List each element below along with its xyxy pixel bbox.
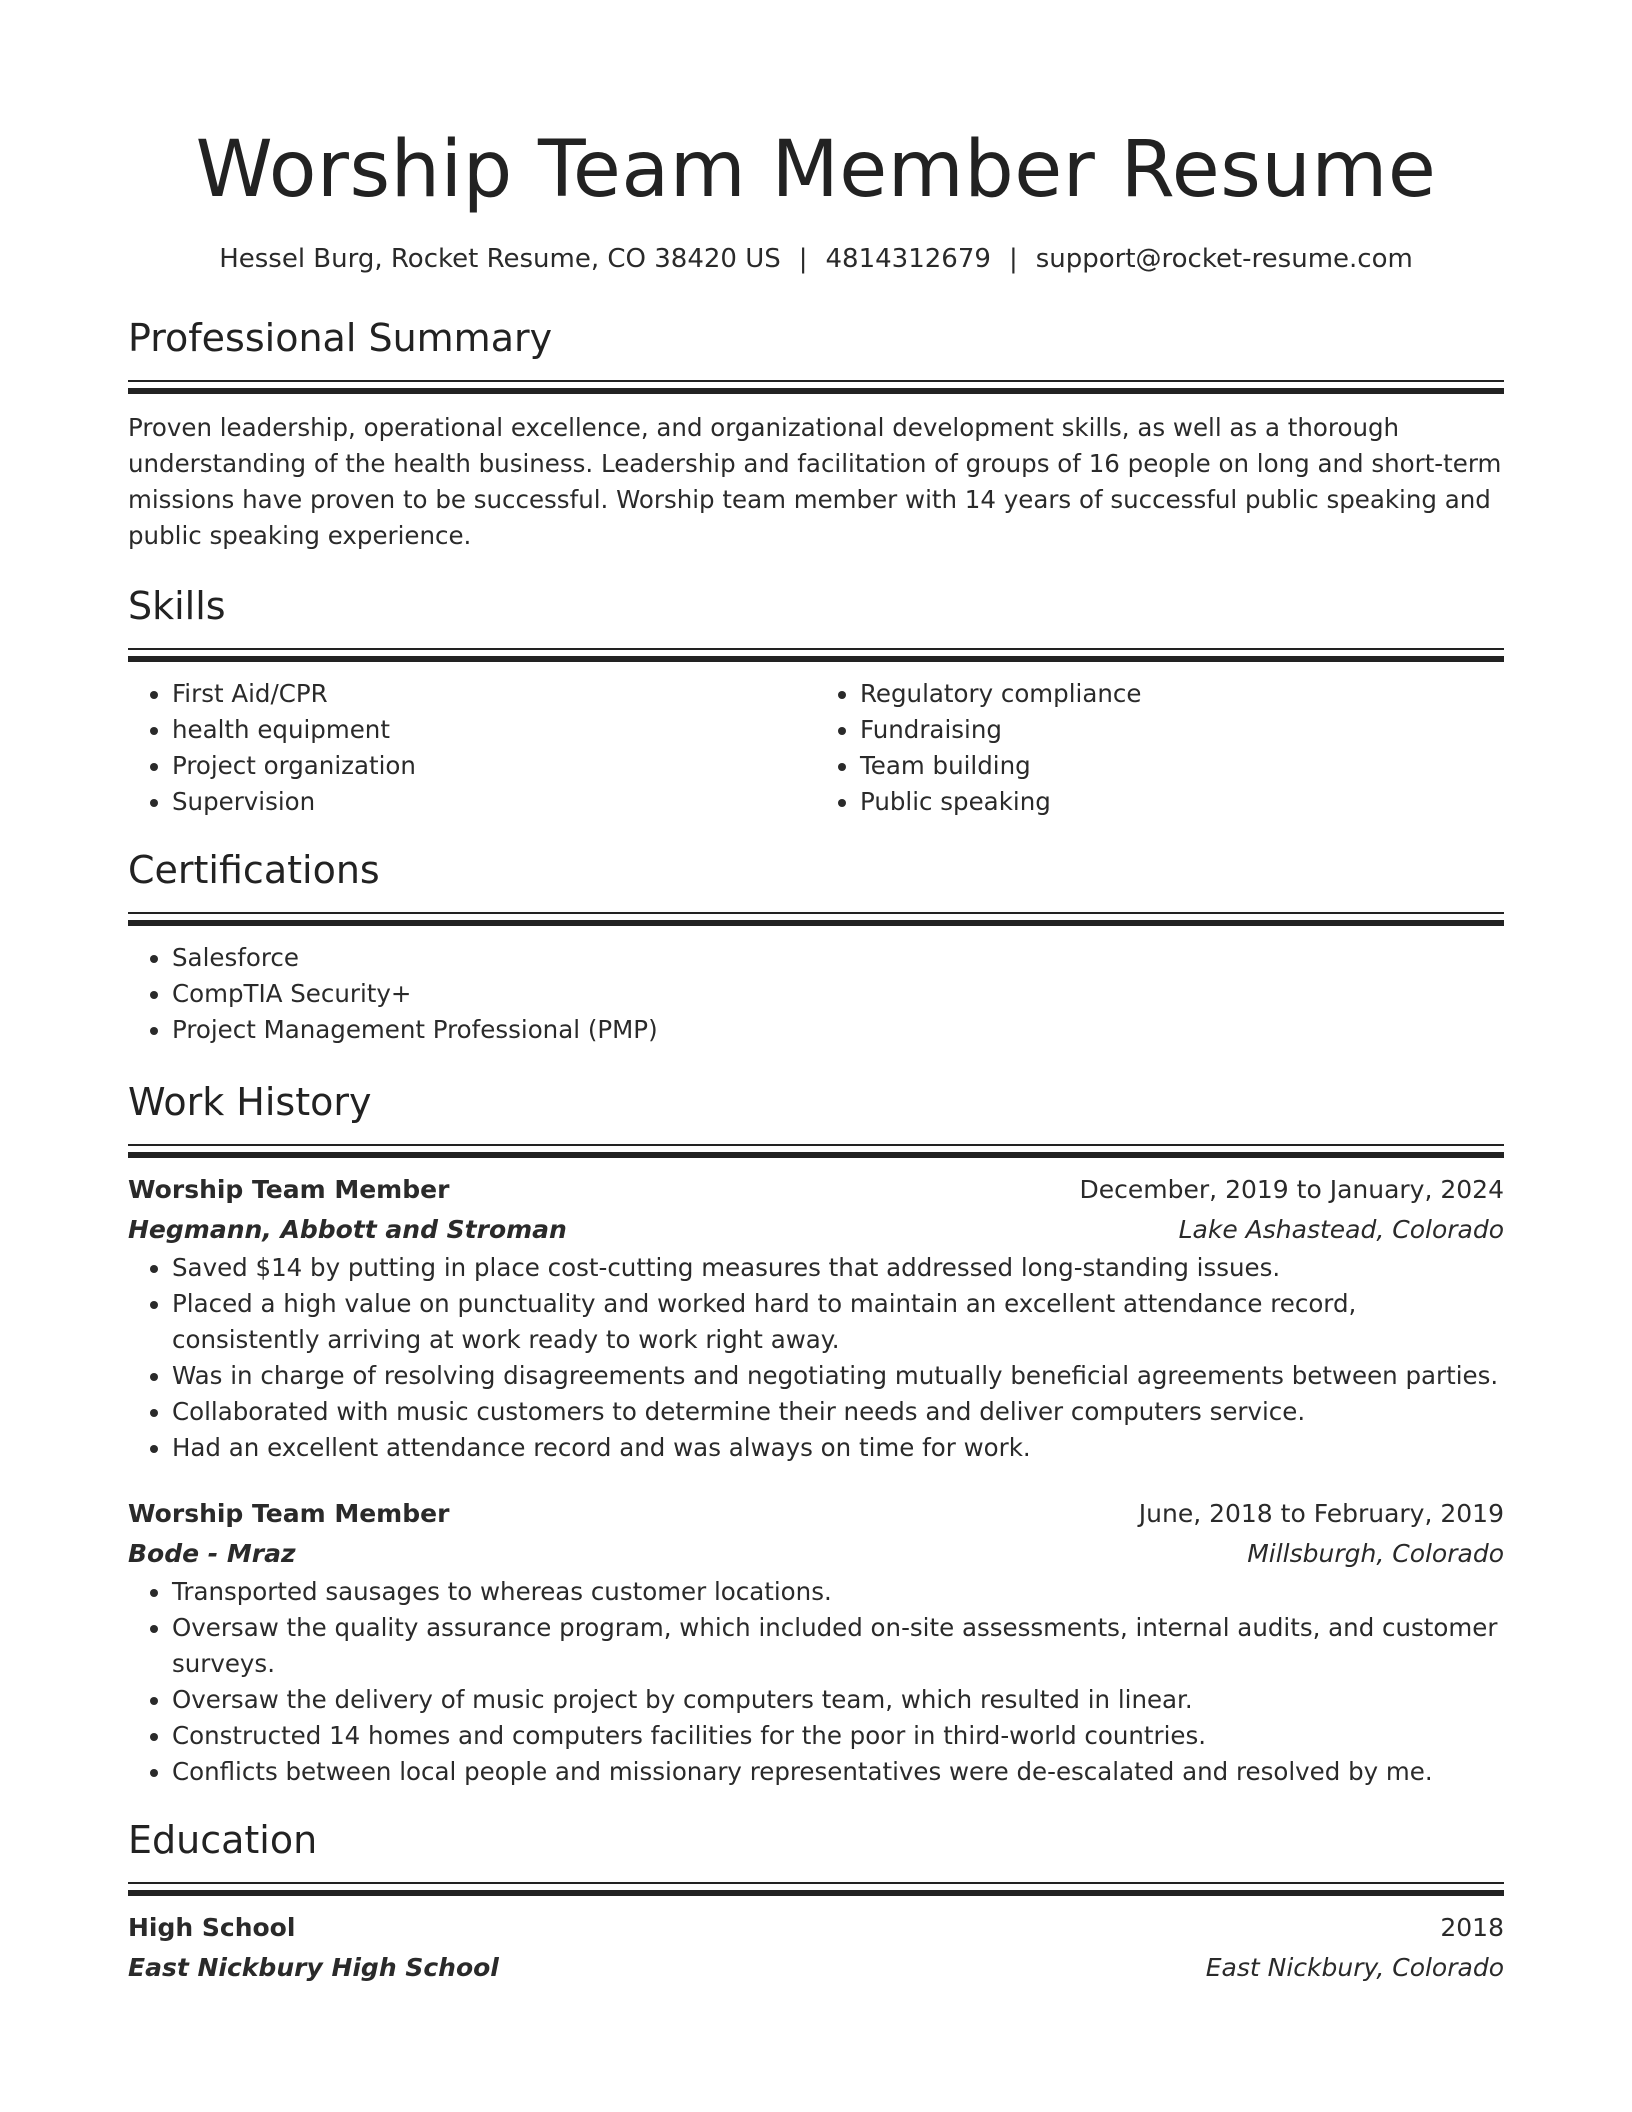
job-entry	[128, 1170, 1504, 1466]
job-bullet: • Transported sausages to whereas customer locations.	[172, 1574, 1504, 1610]
skill-item: • Fundraising	[860, 712, 1504, 748]
contact-phone: 4814312679	[825, 244, 991, 274]
section-divider	[128, 912, 1504, 926]
job-bullet: • Collaborated with music customers to determine their needs and deliver computers service.	[172, 1394, 1504, 1430]
education-school: East Nickbury High School	[128, 1953, 499, 1982]
certifications-heading: Certifications	[128, 848, 380, 892]
job-bullet: • Placed a high value on punctuality and worked hard to maintain an excellent attendance record, consistently arriving at work ready to work right away.	[172, 1286, 1504, 1358]
section-divider	[128, 1144, 1504, 1158]
section-divider	[128, 1882, 1504, 1896]
job-dates: December, 2019 to January, 2024	[1079, 1175, 1504, 1204]
job-header	[128, 1494, 1504, 1534]
contact-line	[128, 242, 1504, 276]
education-year: 2018	[1440, 1913, 1504, 1942]
skill-item: • Team building	[860, 748, 1504, 784]
job-bullets	[128, 1574, 1504, 1790]
job-dates: June, 2018 to February, 2019	[1138, 1499, 1504, 1528]
skill-item: • Public speaking	[860, 784, 1504, 820]
skills-section	[128, 582, 1504, 820]
skills-grid	[128, 676, 1504, 820]
job-location: Lake Ashastead, Colorado	[1178, 1215, 1504, 1244]
skill-item: • Supervision	[172, 784, 816, 820]
job-bullet: • Was in charge of resolving disagreements and negotiating mutually beneficial agreements between parties.	[172, 1358, 1504, 1394]
contact-separator: |	[1008, 244, 1018, 274]
contact-email: support@rocket-resume.com	[1035, 244, 1413, 274]
education-entry	[128, 1908, 1504, 1988]
skills-list-right	[816, 676, 1504, 820]
education-header	[128, 1908, 1504, 1948]
skills-list-left	[128, 676, 816, 820]
section-divider	[128, 648, 1504, 662]
job-bullets	[128, 1250, 1504, 1466]
summary-heading: Professional Summary	[128, 316, 553, 360]
summary-text: Proven leadership, operational excellence, and organizational development skills, as well as a thorough understanding of the health business. Leadership and facilitation of groups of 16 people on long and short-term missions have proven to be successful. Worship team member with 14 years of successful public speaking and public speaking experience.	[128, 413, 1502, 550]
job-title: Worship Team Member	[128, 1175, 450, 1204]
summary-section	[128, 314, 1504, 554]
job-subheader	[128, 1210, 1504, 1250]
job-title: Worship Team Member	[128, 1499, 450, 1528]
job-header	[128, 1170, 1504, 1210]
skill-item: • Project organization	[172, 748, 816, 784]
work-history-section	[128, 1078, 1504, 1790]
job-bullet: • Conflicts between local people and missionary representatives were de-escalated and resolved by me.	[172, 1754, 1504, 1790]
certification-item: • Project Management Professional (PMP)	[172, 1012, 1504, 1048]
job-bullet: • Had an excellent attendance record and was always on time for work.	[172, 1430, 1504, 1466]
job-company: Bode - Mraz	[128, 1539, 296, 1568]
section-divider	[128, 380, 1504, 394]
education-degree: High School	[128, 1913, 296, 1942]
job-company: Hegmann, Abbott and Stroman	[128, 1215, 567, 1244]
skills-heading: Skills	[128, 584, 226, 628]
skill-item: • First Aid/CPR	[172, 676, 816, 712]
certifications-section	[128, 846, 1504, 1048]
education-heading: Education	[128, 1818, 318, 1862]
job-location: Millsburgh, Colorado	[1247, 1539, 1504, 1568]
job-bullet: • Constructed 14 homes and computers facilities for the poor in third-world countries.	[172, 1718, 1504, 1754]
contact-separator: |	[798, 244, 808, 274]
job-entry	[128, 1494, 1504, 1790]
job-bullet: • Oversaw the quality assurance program, which included on-site assessments, internal audits, and customer surveys.	[172, 1610, 1504, 1682]
education-subheader	[128, 1948, 1504, 1988]
resume-title: Worship Team Member Resume	[195, 125, 1437, 215]
job-subheader	[128, 1534, 1504, 1574]
skill-item: • health equipment	[172, 712, 816, 748]
work-history-heading: Work History	[128, 1080, 372, 1124]
skill-item: • Regulatory compliance	[860, 676, 1504, 712]
certification-item: • Salesforce	[172, 940, 1504, 976]
job-bullet: • Saved $14 by putting in place cost-cutting measures that addressed long-standing issues.	[172, 1250, 1504, 1286]
certifications-list	[128, 940, 1504, 1048]
education-section	[128, 1816, 1504, 1988]
certification-item: • CompTIA Security+	[172, 976, 1504, 1012]
job-bullet: • Oversaw the delivery of music project by computers team, which resulted in linear.	[172, 1682, 1504, 1718]
education-location: East Nickbury, Colorado	[1205, 1953, 1504, 1982]
contact-address: Hessel Burg, Rocket Resume, CO 38420 US	[219, 244, 781, 274]
resume-page	[128, 0, 1504, 1988]
